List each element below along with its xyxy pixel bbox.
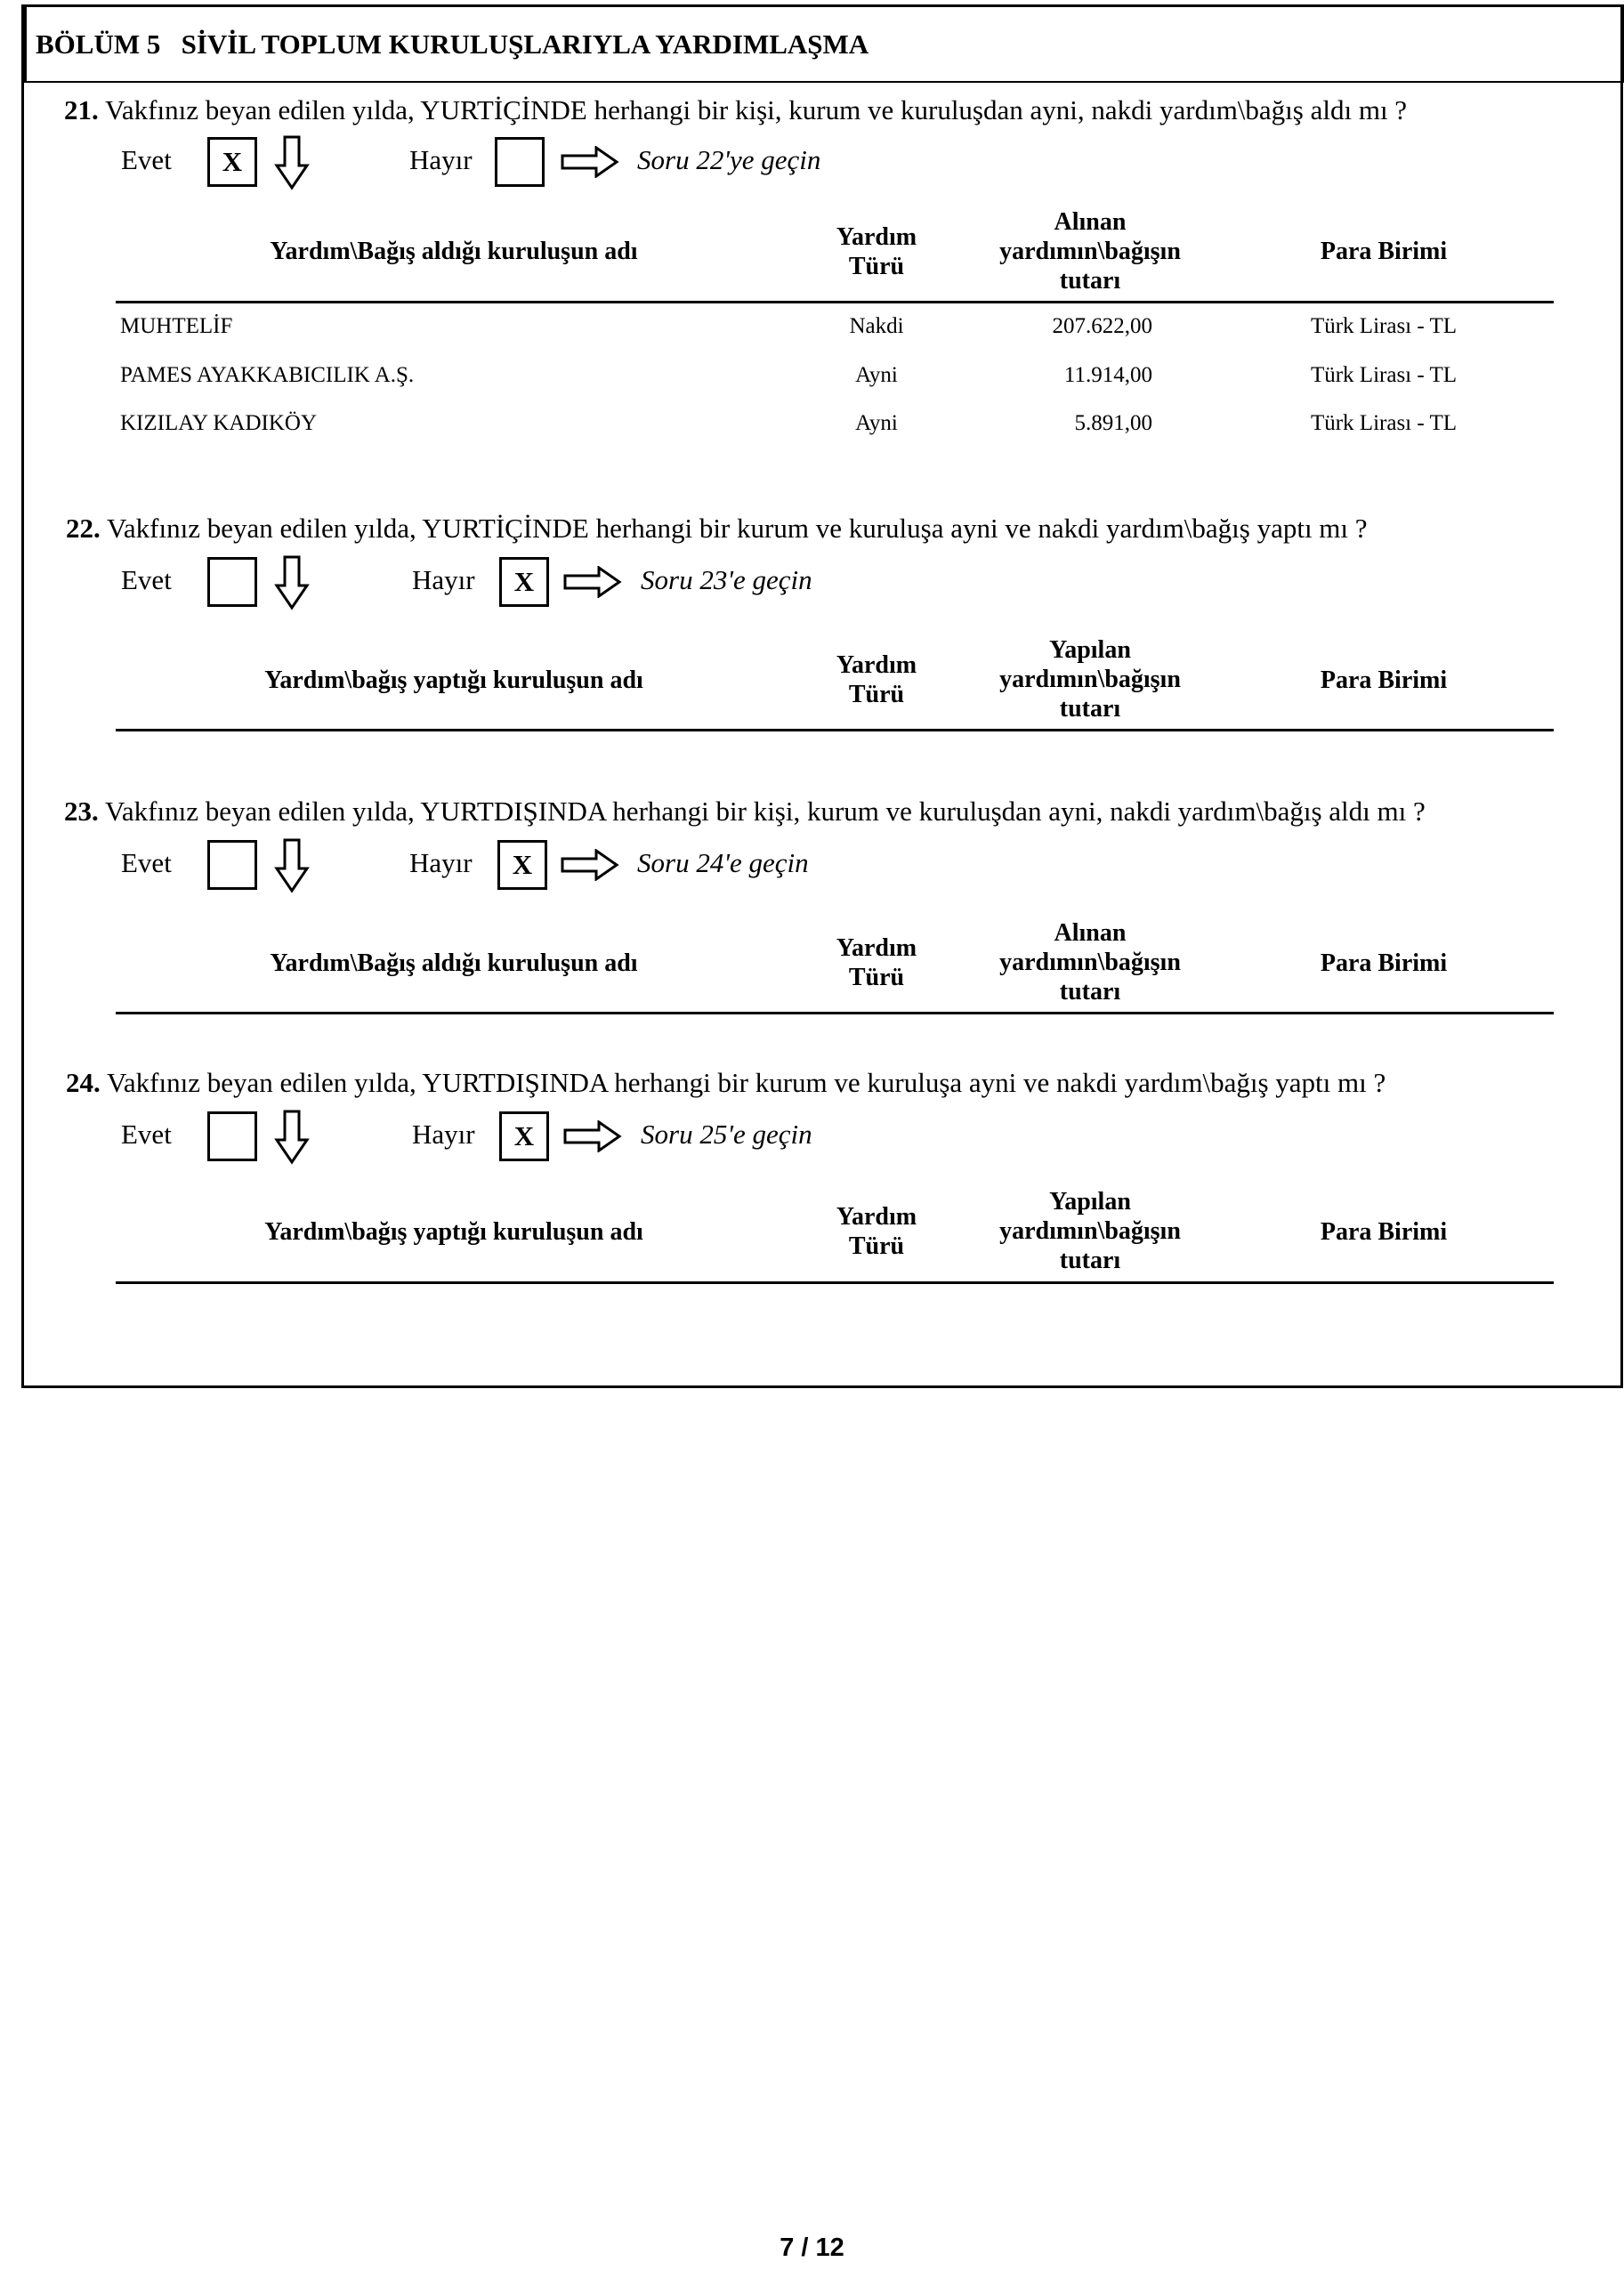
table-rule [116,301,1554,303]
header-currency: Para Birimi [1320,949,1448,977]
arrow-down-icon [274,838,310,893]
arrow-right-icon [563,1120,622,1152]
header-org: Yardım\Bağış aldığı kuruluşun adı [270,949,638,977]
header-type: Yardım Türü [836,651,917,708]
cell-currency: Türk Lirası - TL [1310,411,1458,435]
question-number: 21. [64,94,99,125]
no-checkbox[interactable]: X [497,840,547,890]
header-amount: Yapılan yardımın\bağışın tutarı [999,636,1181,723]
header-amount: Alınan yardımın\bağışın tutarı [999,208,1181,295]
table-rule [116,1281,1554,1284]
skip-instruction: Soru 22'ye geçin [637,144,821,175]
cell-org: KIZILAY KADIKÖY [120,411,318,435]
arrow-down-icon [274,1110,310,1165]
skip-instruction: Soru 23'e geçin [641,564,812,595]
header-org: Yardım\bağış yaptığı kuruluşun adı [264,666,643,694]
arrow-down-icon [274,135,310,190]
cell-org: MUHTELİF [120,314,233,338]
header-currency: Para Birimi [1320,666,1448,694]
no-label: Hayır [409,144,473,175]
cell-org: PAMES AYAKKABICILIK A.Ş. [120,363,415,387]
arrow-down-icon [274,555,310,610]
no-label: Hayır [412,1119,475,1150]
question-text: Vakfınız beyan edilen yılda, YURTİÇİNDE herhangi bir kurum ve kuruluşa ayni ve nakdi yardım\bağış yaptı mı ? [100,513,1368,544]
skip-instruction: Soru 25'e geçin [641,1119,812,1150]
cell-amount: 5.891,00 [1074,411,1152,435]
question-23 [64,796,1426,828]
header-currency: Para Birimi [1320,1218,1448,1246]
yes-label: Evet [121,1119,172,1150]
header-org: Yardım\bağış yaptığı kuruluşun adı [264,1218,643,1246]
header-type: Yardım Türü [836,223,917,280]
arrow-right-icon [561,849,619,881]
question-24 [66,1067,1386,1099]
yes-checkbox[interactable] [207,557,257,607]
table-rule [116,729,1554,731]
table-rule [116,1012,1554,1014]
header-currency: Para Birimi [1320,238,1448,265]
cell-type: Ayni [855,363,898,387]
no-checkbox[interactable] [495,137,545,187]
question-text: Vakfınız beyan edilen yılda, YURTDIŞINDA herhangi bir kurum ve kuruluşa ayni ve nakdi yardım\bağış yaptı mı ? [100,1067,1386,1098]
cell-amount: 207.622,00 [1052,314,1152,338]
arrow-right-icon [563,566,622,598]
section-header [24,4,1624,83]
header-type: Yardım Türü [836,934,917,991]
question-21 [64,94,1407,126]
header-amount: Yapılan yardımın\bağışın tutarı [999,1188,1181,1274]
yes-label: Evet [121,564,172,595]
question-text: Vakfınız beyan edilen yılda, YURTDIŞINDA herhangi bir kişi, kurum ve kuruluşdan ayni, nakdi yardım\bağış aldı mı ? [98,796,1426,827]
header-amount: Alınan yardımın\bağışın tutarı [999,919,1181,1006]
cell-type: Nakdi [849,314,904,338]
header-type: Yardım Türü [836,1203,917,1260]
question-22 [66,513,1368,545]
page-number: 7 / 12 [780,2234,844,2262]
section-title: BÖLÜM 5 SİVİL TOPLUM KURULUŞLARIYLA YARDIMLAŞMA [36,28,869,60]
yes-checkbox[interactable]: X [207,137,257,187]
yes-label: Evet [121,847,172,878]
no-checkbox[interactable]: X [499,557,549,607]
cell-currency: Türk Lirası - TL [1310,363,1458,387]
no-checkbox[interactable]: X [499,1111,549,1161]
question-number: 22. [66,513,101,544]
no-label: Hayır [409,847,473,878]
question-number: 23. [64,796,99,827]
cell-type: Ayni [855,411,898,435]
cell-amount: 11.914,00 [1063,363,1152,387]
skip-instruction: Soru 24'e geçin [637,847,809,878]
header-org: Yardım\Bağış aldığı kuruluşun adı [270,238,638,265]
yes-label: Evet [121,144,172,175]
question-number: 24. [66,1067,101,1098]
question-text: Vakfınız beyan edilen yılda, YURTİÇİNDE herhangi bir kişi, kurum ve kuruluşdan ayni, nakdi yardım\bağış aldı mı ? [98,94,1408,125]
cell-currency: Türk Lirası - TL [1310,314,1458,338]
yes-checkbox[interactable] [207,1111,257,1161]
arrow-right-icon [561,146,619,178]
no-label: Hayır [412,564,475,595]
yes-checkbox[interactable] [207,840,257,890]
